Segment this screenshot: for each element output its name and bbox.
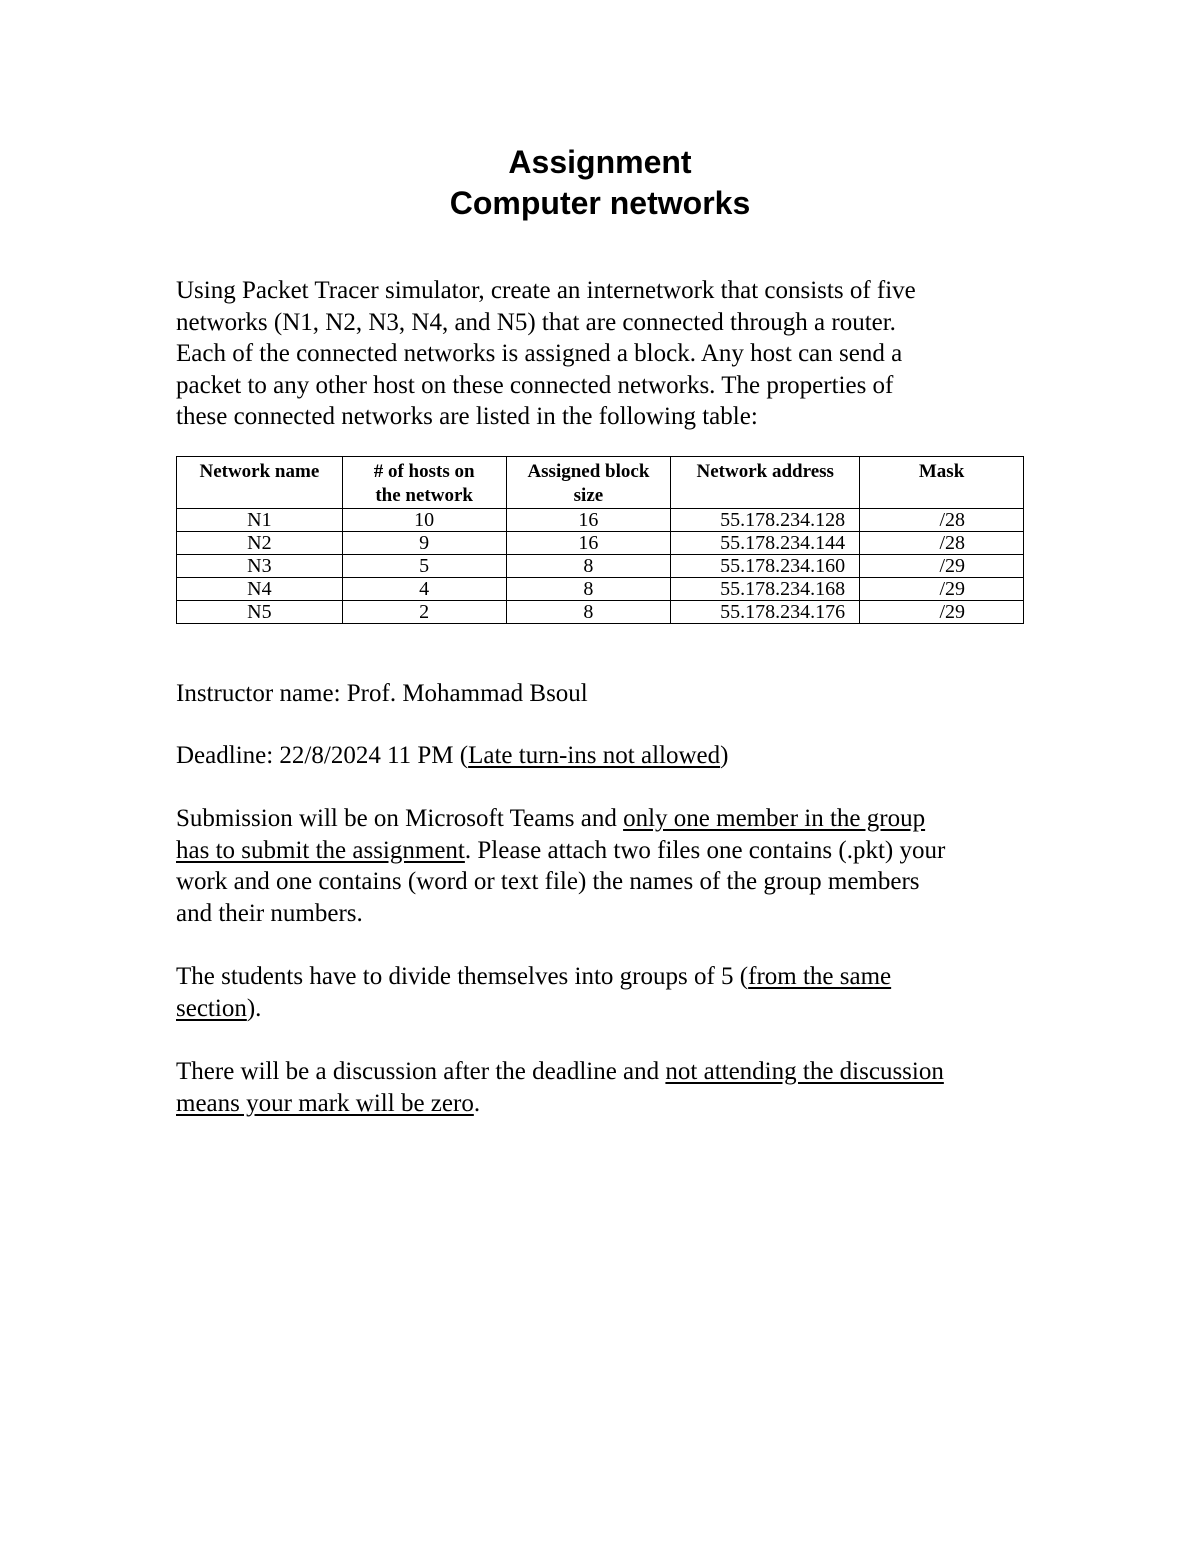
cell-mask: /29 <box>860 555 1024 578</box>
table-row <box>177 578 1024 601</box>
cell-mask: /29 <box>860 601 1024 624</box>
cell-address: 55.178.234.128 <box>671 509 860 532</box>
submission-text-2: . Please attach two files one contains (.pkt) your <box>464 836 946 864</box>
students-line-1 <box>176 961 1036 993</box>
discussion-underline-1: not attending the discussion <box>665 1058 944 1085</box>
cell-mask: /28 <box>860 509 1024 532</box>
cell-hosts: 4 <box>342 578 506 601</box>
header-hosts <box>342 457 506 509</box>
students-underline-1: from the same <box>748 963 892 990</box>
discussion-paragraph <box>176 1056 1036 1119</box>
cell-block: 16 <box>506 509 671 532</box>
header-network-address: Network address <box>671 457 860 509</box>
submission-paragraph <box>176 803 1036 929</box>
cell-name: N4 <box>177 578 343 601</box>
students-text-2: ). <box>246 994 262 1022</box>
submission-line-1 <box>176 803 1036 835</box>
discussion-line-1 <box>176 1056 1036 1088</box>
table-row <box>177 555 1024 578</box>
document-subtitle: Computer networks <box>449 185 751 221</box>
intro-line-2: networks (N1, N2, N3, N4, and N5) that are connected through a router. <box>176 308 896 336</box>
cell-mask: /29 <box>860 578 1024 601</box>
cell-hosts: 10 <box>342 509 506 532</box>
cell-address: 55.178.234.168 <box>671 578 860 601</box>
cell-name: N1 <box>177 509 343 532</box>
intro-paragraph <box>176 275 1036 433</box>
header-block-line-1: Assigned block <box>527 461 650 482</box>
cell-address: 55.178.234.144 <box>671 532 860 555</box>
students-underline-2: section <box>176 994 247 1022</box>
discussion-line-2 <box>176 1088 1036 1120</box>
header-hosts-line-1: # of hosts on <box>373 461 475 482</box>
intro-line-5: these connected networks are listed in the following table: <box>176 403 758 430</box>
submission-text-1: Submission will be on Microsoft Teams and <box>176 805 624 832</box>
submission-underline-1: only one member in the group <box>623 805 926 832</box>
header-block-size <box>506 457 671 509</box>
table-header-row <box>177 457 1024 509</box>
table-row <box>177 532 1024 555</box>
cell-name: N2 <box>177 532 343 555</box>
intro-line-4: packet to any other host on these connected networks. The properties of <box>176 371 894 399</box>
deadline-late-note: Late turn-ins not allowed <box>468 742 721 769</box>
cell-block: 8 <box>506 578 671 601</box>
header-mask: Mask <box>860 457 1024 509</box>
cell-mask: /28 <box>860 532 1024 555</box>
cell-hosts: 5 <box>342 555 506 578</box>
header-hosts-line-2: the network <box>375 485 473 506</box>
cell-block: 16 <box>506 532 671 555</box>
deadline-suffix: ) <box>720 742 729 769</box>
table-row <box>177 601 1024 624</box>
submission-underline-2: has to submit the assignment <box>176 836 465 864</box>
header-block-line-2: size <box>573 485 604 506</box>
cell-name: N3 <box>177 555 343 578</box>
students-text-1: The students have to divide themselves into groups of 5 ( <box>176 963 749 990</box>
cell-block: 8 <box>506 555 671 578</box>
cell-hosts: 2 <box>342 601 506 624</box>
deadline-line <box>176 740 1036 772</box>
intro-line-3: Each of the connected networks is assigned a block. Any host can send a <box>176 340 903 367</box>
submission-line-3: work and one contains (word or text file) the names of the group members <box>176 868 920 895</box>
cell-block: 8 <box>506 601 671 624</box>
networks-table <box>176 456 1024 624</box>
intro-line-1: Using Packet Tracer simulator, create an internetwork that consists of five <box>176 277 916 304</box>
cell-address: 55.178.234.176 <box>671 601 860 624</box>
discussion-text-1: There will be a discussion after the deadline and <box>176 1058 666 1085</box>
instructor-line: Instructor name: Prof. Mohammad Bsoul <box>176 680 588 707</box>
table-row <box>177 509 1024 532</box>
header-network-name: Network name <box>177 457 343 509</box>
discussion-text-2: . <box>473 1089 481 1117</box>
students-paragraph <box>176 961 1036 1024</box>
cell-hosts: 9 <box>342 532 506 555</box>
submission-line-4: and their numbers. <box>176 899 363 927</box>
cell-name: N5 <box>177 601 343 624</box>
deadline-prefix: Deadline: 22/8/2024 11 PM ( <box>176 742 469 769</box>
discussion-underline-2: means your mark will be zero <box>176 1089 474 1117</box>
document-title: Assignment <box>508 144 692 180</box>
cell-address: 55.178.234.160 <box>671 555 860 578</box>
students-line-2 <box>176 993 1036 1025</box>
submission-line-2 <box>176 835 1036 867</box>
